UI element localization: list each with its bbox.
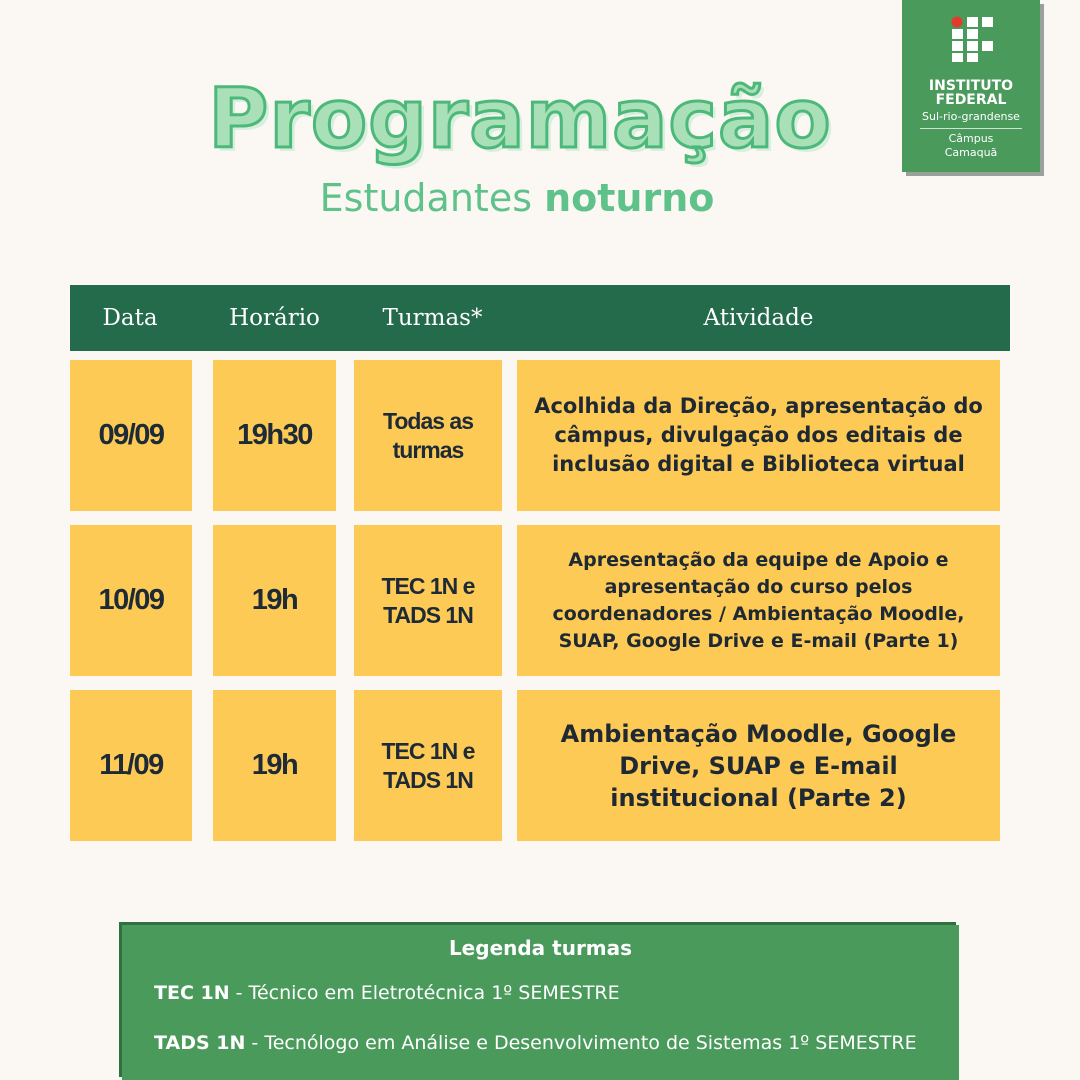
legend-title: Legenda turmas [448,936,633,960]
logo-line-2: FEDERAL [935,92,1007,108]
institute-logo [902,0,1040,172]
page-title: Programação [208,72,832,167]
row-1-date: 09/09 [70,360,192,511]
legend-item-tads-desc: - Tecnólogo em Análise e Desenvolvimento de Sistemas 1º SEMESTRE [245,1032,917,1054]
row-3-classes: TEC 1N e TADS 1N [354,690,502,841]
row-2-activity: Apresentação da equipe de Apoio e apresentação do curso pelos coordenadores / Ambientação Moodle, SUAP, Google Drive e E-mail (Parte 1) [517,525,1000,676]
legend-item-tads-code: TADS 1N [154,1032,246,1054]
logo-line-3: Sul-rio-grandense [922,110,1020,123]
row-2-date: 10/09 [70,525,192,676]
row-1-activity: Acolhida da Direção, apresentação do câmpus, divulgação dos editais de inclusão digital e Biblioteca virtual [517,360,1000,511]
subtitle-bold: noturno [544,176,715,220]
subtitle-regular: Estudantes [319,176,545,220]
row-1-time: 19h30 [213,360,336,511]
logo-line-5: Camaquã [944,146,998,159]
row-3-activity: Ambientação Moodle, Google Drive, SUAP e E-mail institucional (Parte 2) [517,690,1000,841]
logo-divider [920,128,1022,129]
header-time: Horário [229,305,320,331]
header-date: Data [102,305,158,331]
row-3-date: 11/09 [70,690,192,841]
row-3-time: 19h [213,690,336,841]
header-classes: Turmas* [382,305,483,331]
legend-item-tec-desc: - Técnico em Eletrotécnica 1º SEMESTRE [229,982,620,1004]
row-1-classes: Todas as turmas [354,360,502,511]
row-2-classes: TEC 1N e TADS 1N [354,525,502,676]
page-subtitle [0,176,1034,220]
legend-box [122,925,959,1080]
row-2-time: 19h [213,525,336,676]
logo-line-1: INSTITUTO [928,78,1014,94]
legend-item-tec [154,982,620,1004]
legend-item-tads [154,1032,917,1054]
legend-item-tec-code: TEC 1N [154,982,230,1004]
institute-logo-icon [951,16,995,62]
table-header [70,285,1010,351]
logo-line-4: Câmpus [948,132,994,145]
header-activity: Atividade [703,305,814,331]
